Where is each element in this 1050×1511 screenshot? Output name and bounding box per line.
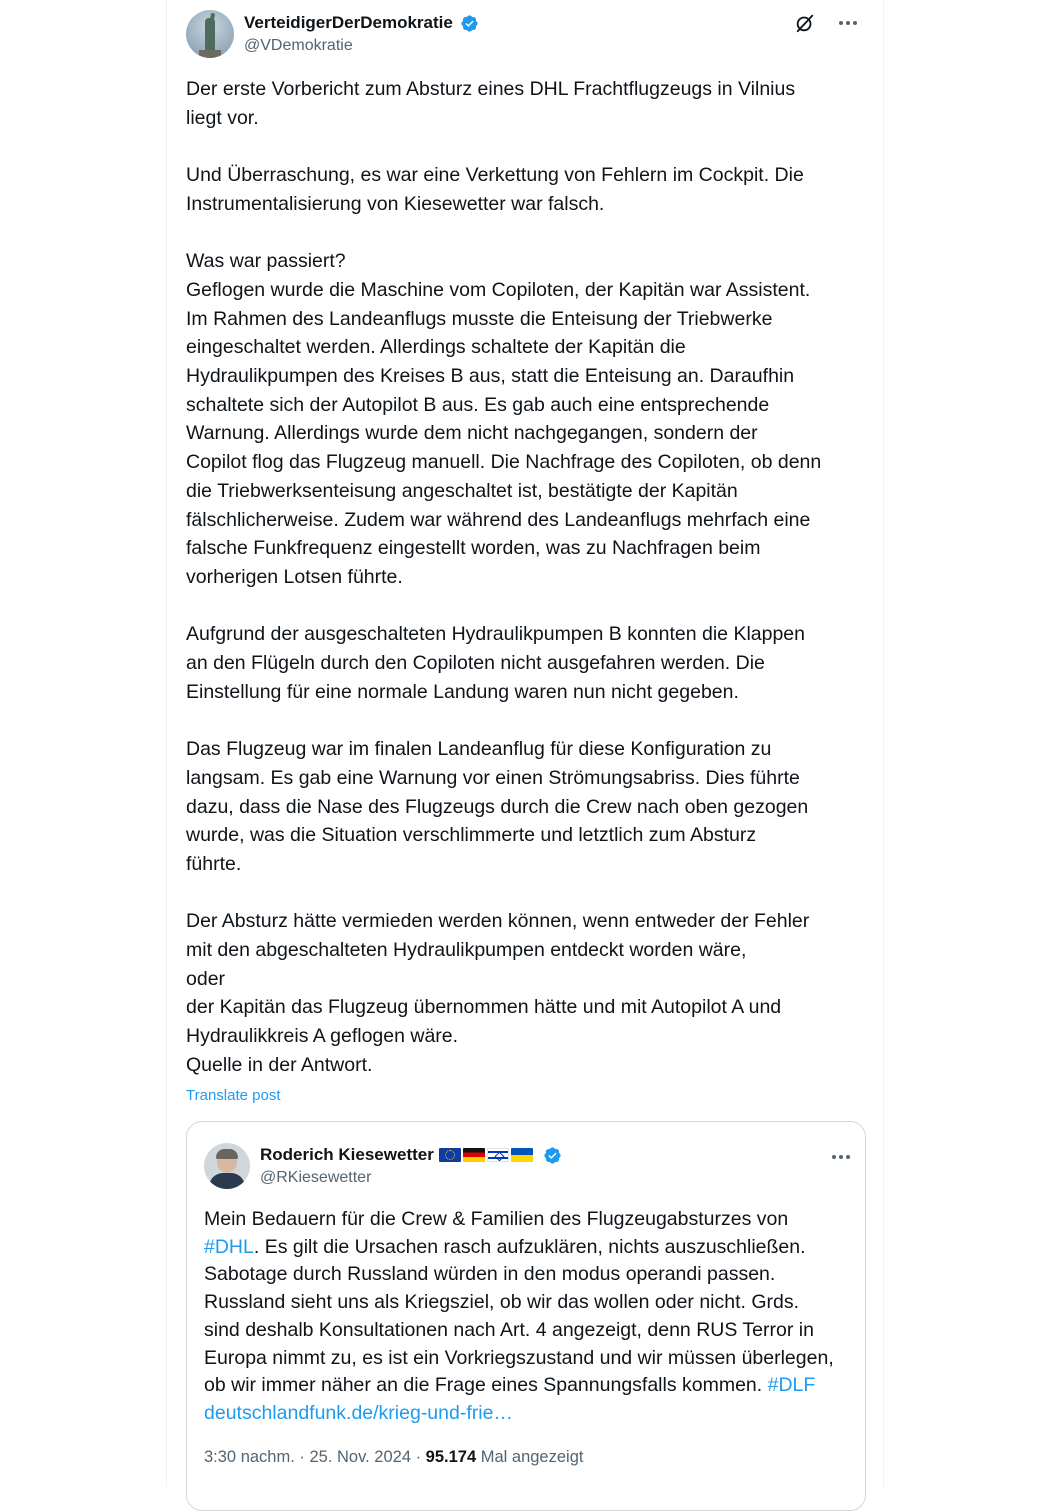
view-count: 95.174 [425,1448,477,1466]
post-text-line: langsam. Es gab eine Warnung vor einen Strömungsabriss. Dies führte [186,766,800,789]
quoted-author-handle[interactable]: @RKiesewetter [260,1169,372,1186]
post-text-line: Der Absturz hätte vermieden werden können, wenn entweder der Fehler [186,910,810,933]
post-text-line: Aufgrund der ausgeschalteten Hydraulikpumpen B konnten die Klappen [186,623,806,646]
quoted-text-segment: Europa nimmt zu, es ist ein Vorkriegszustand und wir müssen überlegen, [204,1346,834,1369]
quoted-author-avatar[interactable] [204,1143,250,1189]
verified-badge-icon [460,14,479,33]
quoted-text-line [204,1317,852,1345]
post-text-line: an den Flügeln durch den Copiloten nicht ausgefahren werden. Die [186,652,765,675]
post-header [186,10,866,62]
post-text-line: liegt vor. [186,106,259,129]
post-text-line: schaltete sich der Autopilot B aus. Es gab auch eine entsprechende [186,393,770,416]
view-count-label: Mal angezeigt [476,1448,584,1466]
quoted-more-options-icon[interactable] [829,1146,853,1168]
quoted-text-line [204,1234,852,1262]
post-text-line: fälschlicherweise. Zudem war während des Landeanflugs mehrfach eine [186,508,811,531]
post-text-line: vorherigen Lotsen führte. [186,565,403,588]
quoted-text-line [204,1372,852,1400]
translate-post-link[interactable]: Translate post [186,1087,281,1104]
hashtag-link[interactable]: #DHL [204,1235,254,1258]
quoted-text-segment: Mein Bedauern für die Crew & Familien des Flugzeugabsturzes von [204,1208,789,1230]
post-text-line: Warnung. Allerdings wurde dem nicht nachgegangen, sondern der [186,422,758,445]
quoted-verified-badge-icon [543,1146,562,1165]
url-link[interactable]: deutschlandfunk.de/krieg-und-frie… [204,1401,513,1424]
post-text-line: Geflogen wurde die Maschine vom Copiloten, der Kapitän war Assistent. [186,278,811,301]
post-text-line: Der erste Vorbericht zum Absturz eines DHL Frachtflugzeugs in Vilnius [186,78,796,100]
germany-flag-icon [463,1148,485,1162]
quoted-text-segment: Sabotage durch Russland würden in den modus operandi passen. [204,1263,776,1286]
quoted-post-meta: 3:30 nachm. · 25. Nov. 2024 · 95.174 Mal angezeigt [204,1448,584,1466]
post-text-line: Was war passiert? [186,250,346,273]
post-text-line: wurde, was die Situation verschlimmerte und letztlich zum Absturz [186,824,757,847]
author-handle[interactable]: @VDemokratie [244,37,353,54]
post-text-line: die Triebwerksenteisung angeschaltet ist, bestätigte der Kapitän [186,479,738,502]
quoted-text-line [204,1289,852,1317]
quoted-text-line [204,1345,852,1373]
quoted-text-segment: sind deshalb Konsultationen nach Art. 4 angezeigt, denn RUS Terror in [204,1318,814,1341]
author-avatar[interactable] [186,10,234,58]
post-text-line: führte. [186,852,242,875]
quoted-text-segment: Russland sieht uns als Kriegsziel, ob wir das wollen oder nicht. Grds. [204,1291,800,1314]
quoted-author-display-name[interactable]: Roderich Kiesewetter [260,1145,434,1164]
post-text-line: mit den abgeschalteten Hydraulikpumpen entdeckt worden wäre, [186,939,747,962]
post-text-line: Quelle in der Antwort. [186,1053,373,1076]
author-info [244,12,479,57]
post-text-line: falsche Funkfrequenz eingestellt worden, was zu Nachfragen beim [186,537,761,560]
post-text-line: Hydraulikkreis A geflogen wäre. [186,1025,459,1048]
post-text-line: Instrumentalisierung von Kiesewetter war falsch. [186,192,605,215]
post-text-line: Copilot flog das Flugzeug manuell. Die Nachfrage des Copiloten, ob denn [186,451,822,474]
post-text-line: Im Rahmen des Landeanflugs musste die Enteisung der Triebwerke [186,307,773,330]
more-options-icon[interactable] [836,12,860,34]
ukraine-flag-icon [511,1148,533,1162]
post-text-line: Und Überraschung, es war eine Verkettung von Fehlern im Cockpit. Die [186,164,804,187]
post-text-line: oder [186,967,226,990]
meta-separator: · [294,1448,310,1466]
eu-flag-icon [439,1148,461,1162]
israel-flag-icon [487,1148,509,1162]
post-time[interactable]: 3:30 nachm. [204,1448,295,1466]
grok-icon[interactable] [794,12,816,34]
post-text-line: Einstellung für eine normale Landung waren nun nicht gegeben. [186,680,739,703]
author-display-name[interactable]: VerteidigerDerDemokratie [244,13,453,32]
quoted-author-info [260,1144,562,1189]
quoted-text-segment: . Es gilt die Ursachen rasch aufzuklären, nichts auszuschließen. [253,1235,806,1258]
quoted-text-line [204,1206,852,1234]
post-text-line: Das Flugzeug war im finalen Landeanflug für diese Konfiguration zu [186,738,772,761]
flag-emojis [439,1146,535,1164]
quoted-post-body [204,1206,852,1428]
post-date[interactable]: 25. Nov. 2024 [309,1448,411,1466]
quoted-text-line [204,1400,852,1428]
post-text-line: dazu, dass die Nase des Flugzeugs durch die Crew nach oben gezogen [186,795,809,818]
post-body [186,75,876,1080]
post-text-line: eingeschaltet werden. Allerdings schaltete der Kapitän die [186,336,686,359]
quoted-post[interactable] [186,1121,866,1511]
quoted-text-segment: ob wir immer näher an die Frage eines Spannungsfalls kommen. [204,1374,768,1397]
timeline-column [166,0,884,1487]
quoted-text-line [204,1261,852,1289]
post-text-line: der Kapitän das Flugzeug übernommen hätte und mit Autopilot A und [186,996,782,1019]
hashtag-link[interactable]: #DLF [767,1374,816,1397]
post-text-line: Hydraulikpumpen des Kreises B aus, statt die Enteisung an. Daraufhin [186,365,795,387]
